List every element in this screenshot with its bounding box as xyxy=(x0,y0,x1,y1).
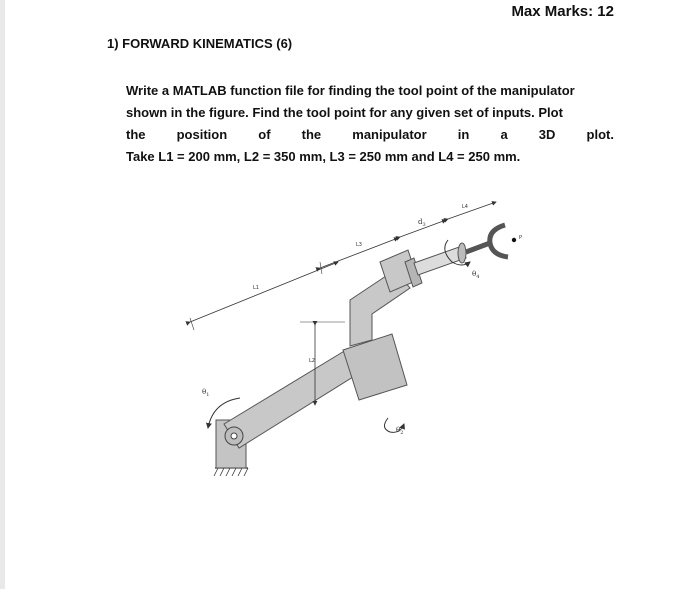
label-d3-sub: 3 xyxy=(422,222,426,228)
label-L2: L2 xyxy=(309,358,315,364)
label-P: P xyxy=(519,235,523,241)
manipulator-figure xyxy=(180,190,560,500)
question-body xyxy=(126,80,614,168)
dimension-d3 xyxy=(400,218,446,237)
ground-hatch xyxy=(214,468,248,476)
question-word: position xyxy=(176,127,228,142)
label-L1: L1 xyxy=(253,285,259,291)
label-theta4-main: θ xyxy=(472,270,477,278)
label-d3 xyxy=(418,218,426,228)
question-word: of xyxy=(258,127,271,142)
question-line-1: Write a MATLAB function file for finding the tool point of the manipulator xyxy=(126,83,575,98)
label-theta4-sub: 4 xyxy=(476,274,480,280)
question-line-2: shown in the figure. Find the tool point for any given set of inputs. Plot xyxy=(126,105,563,120)
dimension-L4 xyxy=(448,202,496,219)
joint-1 xyxy=(225,427,243,445)
question-line-3 xyxy=(126,124,614,146)
theta2-arrow xyxy=(384,418,404,436)
label-theta1-sub: 1 xyxy=(206,392,210,398)
question-title: 1) FORWARD KINEMATICS (6) xyxy=(107,36,293,51)
max-marks: Max Marks: 12 xyxy=(511,3,614,20)
label-d3-main: d xyxy=(418,218,423,226)
question-word: 3D xyxy=(538,127,556,142)
label-theta1-main: θ xyxy=(202,388,207,396)
label-theta4 xyxy=(472,270,479,280)
label-theta1 xyxy=(202,388,209,398)
dimension-L1 xyxy=(190,262,338,330)
question-word: plot. xyxy=(586,127,614,142)
label-theta2-main: θ xyxy=(396,426,401,434)
link-1 xyxy=(224,350,361,448)
gripper xyxy=(466,225,508,257)
question-word: the xyxy=(301,127,322,142)
question-word: a xyxy=(500,127,508,142)
question-word: the xyxy=(126,127,146,142)
wrist-disc xyxy=(458,243,466,263)
question-word: in xyxy=(457,127,470,142)
page-left-edge xyxy=(0,0,5,589)
label-L3: L3 xyxy=(356,242,362,248)
tool-point xyxy=(512,235,522,242)
label-theta2-sub: 2 xyxy=(400,430,404,436)
question-word: manipulator xyxy=(352,127,427,142)
question-line-4: Take L1 = 200 mm, L2 = 350 mm, L3 = 250 mm and L4 = 250 mm. xyxy=(126,149,521,164)
label-L4: L4 xyxy=(462,204,468,210)
